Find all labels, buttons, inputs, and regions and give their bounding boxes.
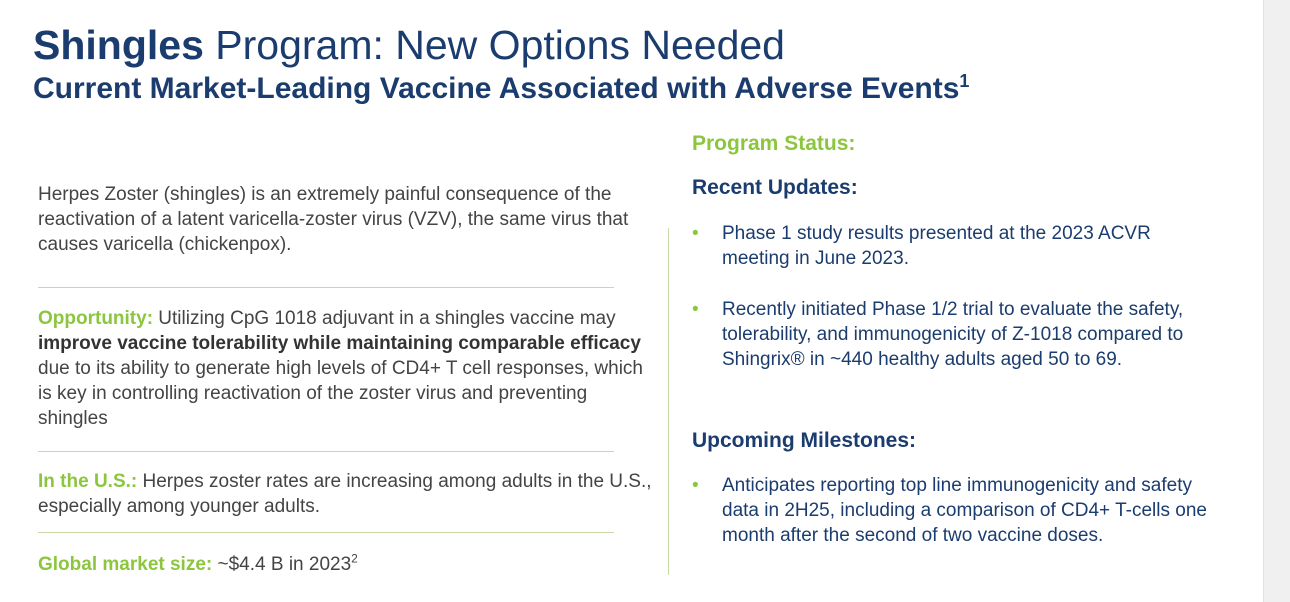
divider-3 [38, 532, 614, 533]
market-text: ~$4.4 B in 2023 [212, 554, 352, 575]
subtitle-footnote-ref: 1 [959, 71, 970, 91]
opportunity-emphasis: improve vaccine tolerability while maintaining comparable efficacy [38, 333, 641, 354]
title-bold: Shingles [33, 22, 204, 68]
us-text: Herpes zoster rates are increasing among adults in the U.S., especially among younger adults. [38, 471, 652, 517]
opportunity-text-1: Utilizing CpG 1018 adjuvant in a shingles vaccine may [153, 308, 616, 329]
page-title [33, 20, 785, 70]
upcoming-milestones-heading: Upcoming Milestones: [692, 429, 917, 452]
divider-2 [38, 451, 614, 452]
opportunity-text-2: due to its ability to generate high levels of CD4+ T cell responses, which is key in controlling reactivation of the zoster virus and preventing shingles [38, 358, 643, 429]
title-rest: Program: New Options Needed [203, 22, 785, 68]
divider-1 [38, 287, 614, 288]
program-status-heading: Program Status: [692, 132, 856, 155]
us-paragraph [38, 469, 653, 519]
intro-paragraph: Herpes Zoster (shingles) is an extremely painful consequence of the reactivation of a latent varicella-zoster virus (VZV), the same virus that causes varicella (chickenpox). [38, 184, 629, 255]
opportunity-paragraph [38, 306, 653, 431]
market-paragraph [38, 552, 653, 577]
bullet-dot-icon: • [692, 475, 699, 496]
recent-bullet-text: Phase 1 study results presented at the 2023 ACVR meeting in June 2023. [722, 223, 1151, 269]
us-label: In the U.S.: [38, 471, 138, 492]
bullet-dot-icon: • [692, 223, 699, 244]
recent-bullet-text: Recently initiated Phase 1/2 trial to evaluate the safety, tolerability, and immunogenicity of Z-1018 compared to Shingrix® in ~440 healthy adults aged 50 to 69. [722, 299, 1184, 370]
bullet-dot-icon: • [692, 299, 699, 320]
opportunity-label: Opportunity: [38, 308, 154, 329]
vertical-scrollbar[interactable] [1263, 0, 1290, 602]
subtitle-text: Current Market-Leading Vaccine Associated with Adverse Events [33, 72, 960, 105]
market-label: Global market size: [38, 554, 213, 575]
market-footnote-ref: 2 [351, 551, 358, 566]
recent-updates-heading: Recent Updates: [692, 176, 858, 199]
upcoming-bullet-text: Anticipates reporting top line immunogenicity and safety data in 2H25, including a comparison of CD4+ T-cells one month after the second of two vaccine doses. [722, 475, 1207, 546]
column-divider [668, 228, 669, 575]
page-subtitle [33, 70, 969, 108]
